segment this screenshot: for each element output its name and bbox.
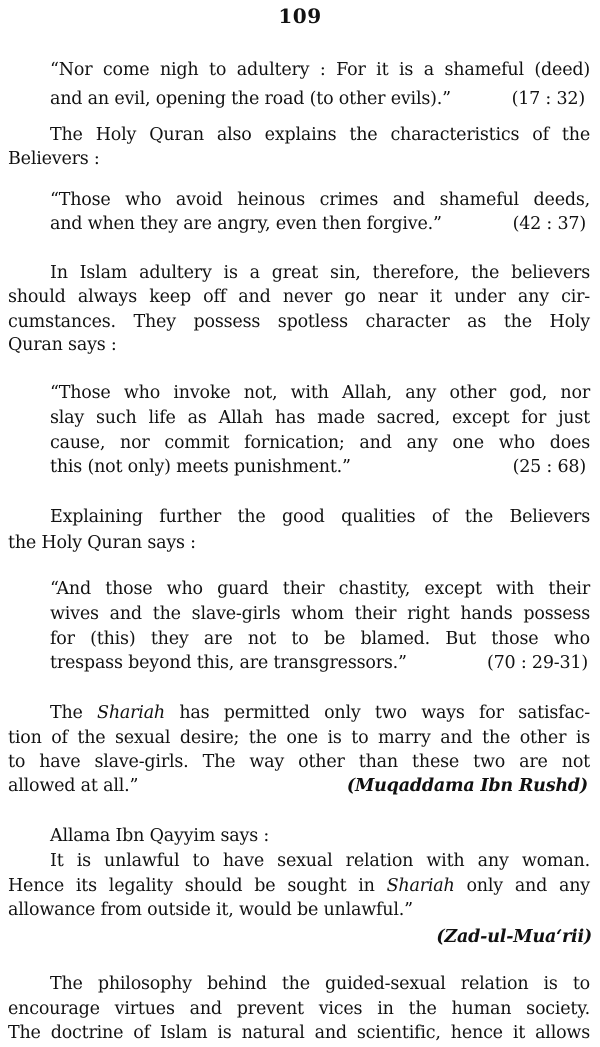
paragraph-line <box>8 875 590 897</box>
source-citation: (Zad-ul-Mua‘rii) <box>436 927 592 947</box>
paragraph-line: The Holy Quran also explains the characteristics of the <box>50 125 590 145</box>
quote-line: “Those who avoid heinous crimes and shameful deeds, <box>50 190 590 210</box>
verse-reference: (70 : 29-31) <box>487 653 588 673</box>
verse-reference: (17 : 32) <box>511 89 585 109</box>
verse-reference: (25 : 68) <box>512 457 586 477</box>
verse-reference: (42 : 37) <box>512 214 586 234</box>
shariah-term: Shariah <box>386 876 455 896</box>
text-run: has permitted only two ways for satisfac- <box>165 703 591 723</box>
quote-line: slay such life as Allah has made sacred, except for just <box>50 408 590 428</box>
paragraph-line: The philosophy behind the guided-sexual relation is to <box>50 974 590 994</box>
paragraph-line: It is unlawful to have sexual relation with any woman. <box>50 851 590 871</box>
paragraph-line: allowed at all.” <box>8 776 139 796</box>
quote-line: “Nor come nigh to adultery : For it is a shameful (deed) <box>50 60 590 80</box>
paragraph-line: encourage virtues and prevent vices in the human society. <box>8 999 590 1019</box>
paragraph-line: Quran says : <box>8 335 117 355</box>
page-number: 109 <box>278 4 322 28</box>
quote-line: and when they are angry, even then forgive.” <box>50 214 442 234</box>
paragraph-line: Allama Ibn Qayyim says : <box>50 826 270 846</box>
paragraph-line: In Islam adultery is a great sin, therefore, the believers <box>50 263 590 283</box>
quote-line: wives and the slave-girls whom their right hands possess <box>50 604 590 624</box>
paragraph-line <box>50 702 590 724</box>
paragraph-line: should always keep off and never go near it under any cir- <box>8 287 590 307</box>
source-citation: (Muqaddama Ibn Rushd) <box>346 776 588 796</box>
quote-line: “Those who invoke not, with Allah, any other god, nor <box>50 383 590 403</box>
text-run: Hence its legality should be sought in <box>8 876 387 896</box>
paragraph-line: the Holy Quran says : <box>8 533 196 553</box>
quote-line: for (this) they are not to be blamed. But those who <box>50 629 590 649</box>
quote-line: and an evil, opening the road (to other evils).” <box>50 89 451 109</box>
paragraph-line: Believers : <box>8 149 100 169</box>
paragraph-line: Explaining further the good qualities of the Believers <box>50 507 590 527</box>
text-run: only and any <box>454 876 590 896</box>
quote-line: cause, nor commit fornication; and any one who does <box>50 433 590 453</box>
quote-line: trespass beyond this, are transgressors.” <box>50 653 407 673</box>
shariah-term: Shariah <box>97 703 166 723</box>
text-run: The <box>50 703 98 723</box>
paragraph-line: to have slave-girls. The way other than these two are not <box>8 752 590 772</box>
paragraph-line: tion of the sexual desire; the one is to marry and the other is <box>8 728 590 748</box>
quote-line: “And those who guard their chastity, except with their <box>50 579 590 599</box>
paragraph-line: The doctrine of Islam is natural and scientific, hence it allows <box>8 1023 590 1043</box>
paragraph-line: cumstances. They possess spotless character as the Holy <box>8 312 590 332</box>
quote-line: this (not only) meets punishment.” <box>50 457 351 477</box>
paragraph-line: allowance from outside it, would be unlawful.” <box>8 900 413 920</box>
